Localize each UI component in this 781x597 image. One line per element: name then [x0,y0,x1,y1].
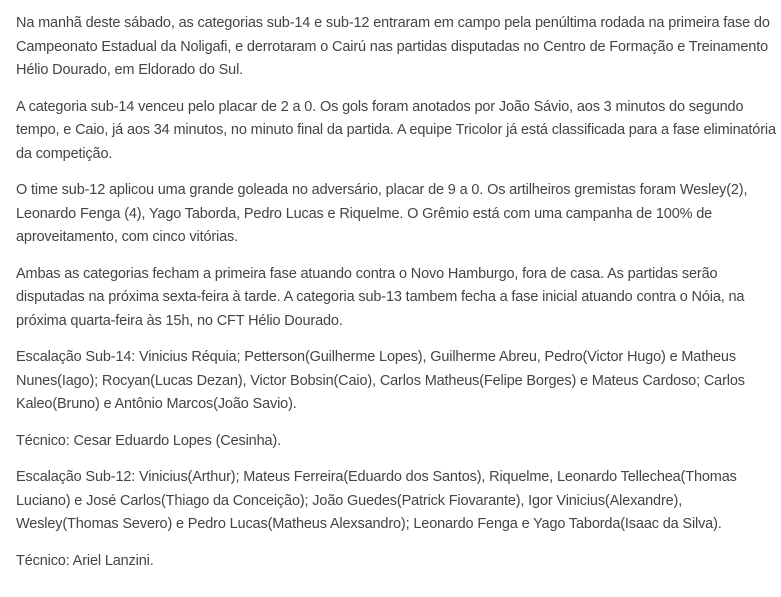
paragraph-sub14-lineup: Escalação Sub-14: Vinicius Réquia; Petterson(Guilherme Lopes), Guilherme Abreu, Pedro(Victor Hugo) e Matheus Nunes(Iago); Rocyan(Lucas Dezan), Victor Bobsin(Caio), Carlos Matheus(Felipe Borges) e Mateus Cardoso; Carlos Kaleo(Bruno) e Antônio Marcos(João Savio). [16,349,745,412]
paragraph-sub14-result: A categoria sub-14 venceu pelo placar de 2 a 0. Os gols foram anotados por João Sávio, aos 3 minutos do segundo tempo, e Caio, já aos 34 minutos, no minuto final da partida. A equipe Tricolor já está classificada para a fase eliminatória da competição. [16,98,776,162]
paragraph-sub12-coach: Técnico: Ariel Lanzini. [16,552,154,569]
paragraph-intro: Na manhã deste sábado, as categorias sub-14 e sub-12 entraram em campo pela penúltima rodada na primeira fase do Campeonato Estadual da Noligafi, e derrotaram o Cairú nas partidas disputadas no Centro de Formação e Treinamento Hélio Dourado, em Eldorado do Sul. [16,15,770,78]
paragraph-sub14-coach: Técnico: Cesar Eduardo Lopes (Cesinha). [16,432,281,449]
paragraph-next-matches: Ambas as categorias fecham a primeira fase atuando contra o Novo Hamburgo, fora de casa. As partidas serão disputadas na próxima sexta-feira à tarde. A categoria sub-13 tambem fecha a fase inicial atuando contra o Nóia, na próxima quarta-feira às 15h, no CFT Hélio Dourado. [16,265,745,329]
article-body [16,12,776,586]
paragraph-sub12-result: O time sub-12 aplicou uma grande goleada no adversário, placar de 9 a 0. Os artilheiros gremistas foram Wesley(2), Leonardo Fenga (4), Yago Taborda, Pedro Lucas e Riquelme. O Grêmio está com uma campanha de 100% de aproveitamento, com cinco vitórias. [16,182,748,245]
paragraph-sub12-lineup: Escalação Sub-12: Vinicius(Arthur); Mateus Ferreira(Eduardo dos Santos), Riquelme, Leonardo Tellechea(Thomas Luciano) e José Carlos(Thiago da Conceição); João Guedes(Patrick Fiovarante), Igor Vinicius(Alexandre), Wesley(Thomas Severo) e Pedro Lucas(Matheus Alexsandro); Leonardo Fenga e Yago Taborda(Isaac da Silva). [16,469,737,532]
